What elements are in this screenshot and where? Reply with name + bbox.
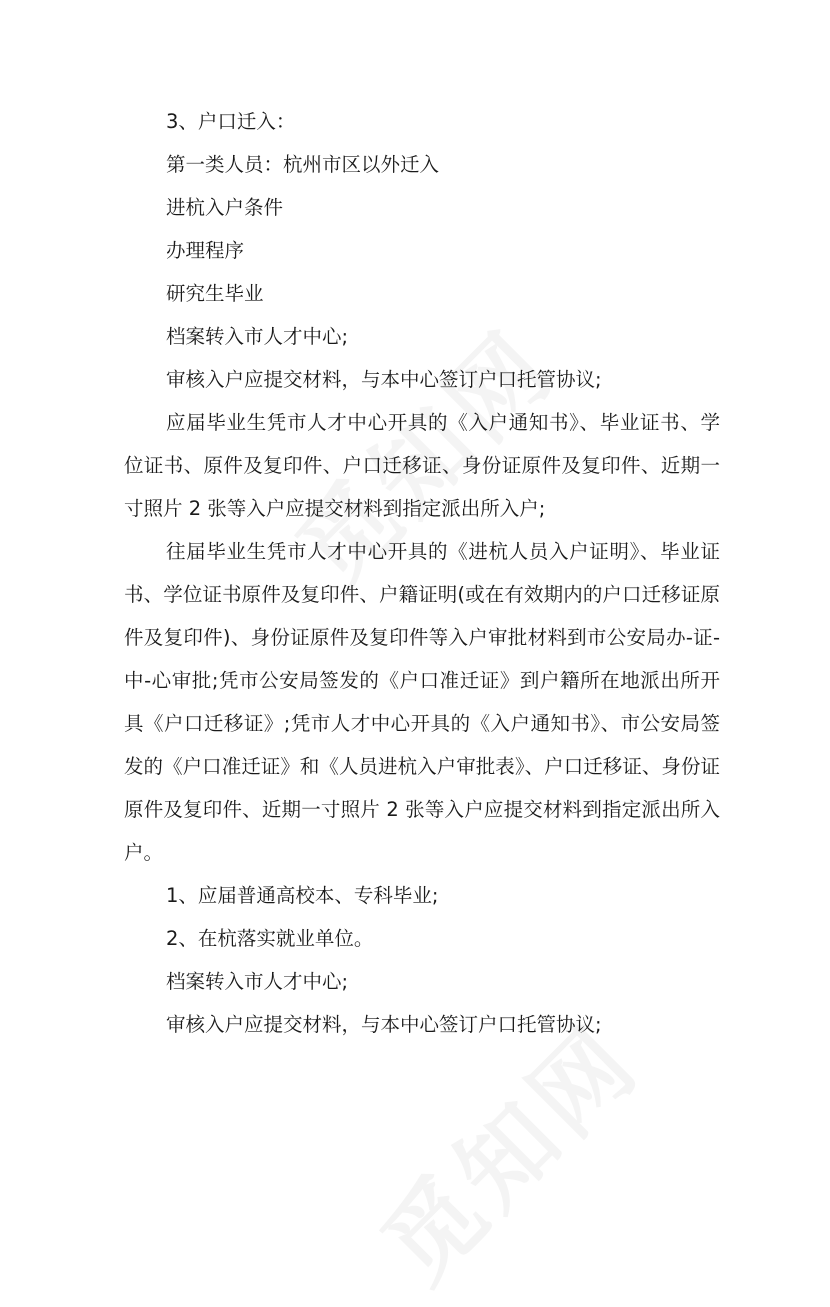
text-line: 1、应届普通高校本、专科毕业;	[166, 884, 439, 907]
text-line: 2、在杭落实就业单位。	[166, 927, 374, 950]
paragraph: 应届毕业生凭市人才中心开具的《入户通知书》、毕业证书、学位证书、原件及复印件、户口迁移证、身份证原件及复印件、近期一寸照片 2 张等入户应提交材料到指定派出所入户;	[124, 411, 720, 520]
text-line: 审核入户应提交材料，与本中心签订户口托管协议;	[166, 1013, 602, 1036]
document-body	[124, 100, 720, 1046]
text-line: 审核入户应提交材料，与本中心签订户口托管协议;	[166, 368, 602, 391]
text-line: 进杭入户条件	[166, 196, 284, 219]
text-line: 研究生毕业	[166, 282, 264, 305]
text-line: 办理程序	[166, 239, 245, 262]
text-line: 档案转入市人才中心;	[166, 325, 349, 348]
category-heading: 第一类人员：杭州市区以外迁入	[166, 153, 440, 176]
section-heading: 3、户口迁入：	[166, 110, 296, 133]
paragraph: 往届毕业生凭市人才中心开具的《进杭人员入户证明》、毕业证书、学位证书原件及复印件、户籍证明(或在有效期内的户口迁移证原件及复印件)、身份证原件及复印件等入户审批材料到市公安局办-证-中-心审批;凭市公安局签发的《户口准迁证》到户籍所在地派出所开具《户口迁移证》;凭市人才中心开具的《入户通知书》、市公安局签发的《户口准迁证》和《人员进杭入户审批表》、户口迁移证、身份证原件及复印件、近期一寸照片 2 张等入户应提交材料到指定派出所入户。	[124, 540, 720, 864]
text-line: 档案转入市人才中心;	[166, 970, 349, 993]
